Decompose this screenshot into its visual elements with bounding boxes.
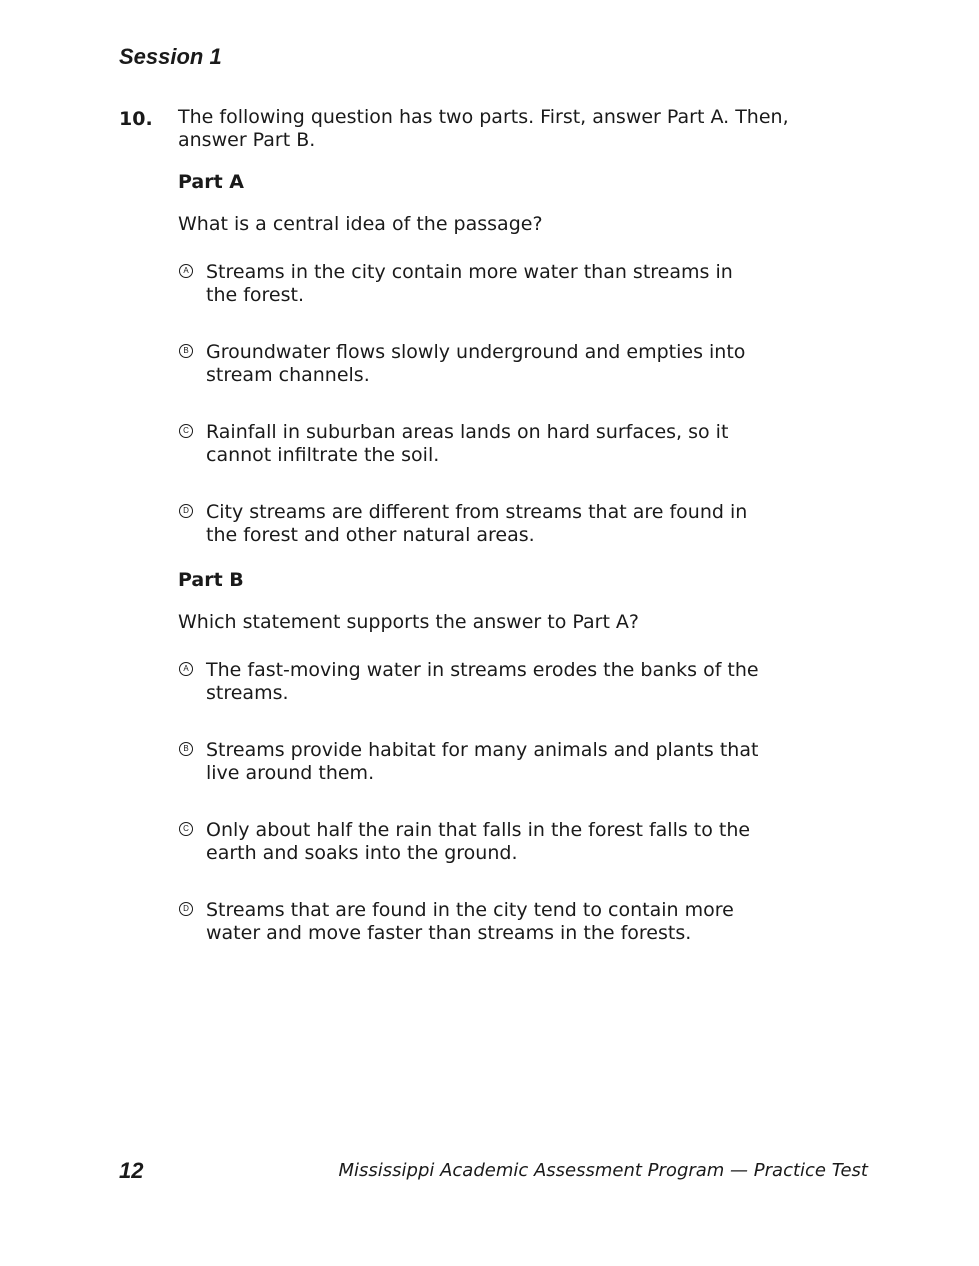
part-a-block [178, 171, 818, 547]
answer-bubble-d[interactable]: D [179, 902, 193, 916]
answer-bubble-d[interactable]: D [179, 504, 193, 518]
part-b-label: Part B [178, 569, 244, 591]
part-b-option-b[interactable] [178, 739, 766, 785]
answer-bubble-a[interactable]: A [179, 264, 193, 278]
part-b-block [178, 569, 818, 945]
option-text: Only about half the rain that falls in the forest falls to the earth and soaks into the ground. [206, 819, 751, 864]
question-number: 10. [119, 108, 153, 130]
option-text: The fast-moving water in streams erodes the banks of the streams. [206, 659, 759, 704]
answer-bubble-c[interactable]: C [179, 424, 193, 438]
question-intro: The following question has two parts. First, answer Part A. Then, answer Part B. [178, 106, 789, 151]
option-text: Groundwater flows slowly underground and empties into stream channels. [206, 341, 746, 386]
part-a-option-a[interactable] [178, 261, 766, 307]
page-number: 12 [119, 1158, 144, 1183]
answer-bubble-c[interactable]: C [179, 822, 193, 836]
option-text: Rainfall in suburban areas lands on hard surfaces, so it cannot infiltrate the soil. [206, 421, 729, 466]
question-body [178, 106, 818, 945]
part-a-option-b[interactable] [178, 341, 766, 387]
part-b-option-a[interactable] [178, 659, 766, 705]
part-a-option-c[interactable] [178, 421, 766, 467]
part-b-prompt: Which statement supports the answer to Part A? [178, 611, 640, 633]
part-a-option-d[interactable] [178, 501, 766, 547]
option-text: Streams that are found in the city tend to contain more water and move faster than streams in the forests. [206, 899, 734, 944]
answer-bubble-b[interactable]: B [179, 742, 193, 756]
option-text: Streams in the city contain more water than streams in the forest. [206, 261, 733, 306]
footer-title: Mississippi Academic Assessment Program — Practice Test [338, 1160, 868, 1181]
session-heading: Session 1 [119, 44, 222, 69]
answer-bubble-b[interactable]: B [179, 344, 193, 358]
part-a-options [178, 261, 818, 547]
part-b-options [178, 659, 818, 945]
part-b-option-c[interactable] [178, 819, 766, 865]
part-b-option-d[interactable] [178, 899, 766, 945]
answer-bubble-a[interactable]: A [179, 662, 193, 676]
part-a-prompt: What is a central idea of the passage? [178, 213, 543, 235]
option-text: Streams provide habitat for many animals and plants that live around them. [206, 739, 759, 784]
part-a-label: Part A [178, 171, 245, 193]
option-text: City streams are different from streams that are found in the forest and other natural areas. [206, 501, 748, 546]
